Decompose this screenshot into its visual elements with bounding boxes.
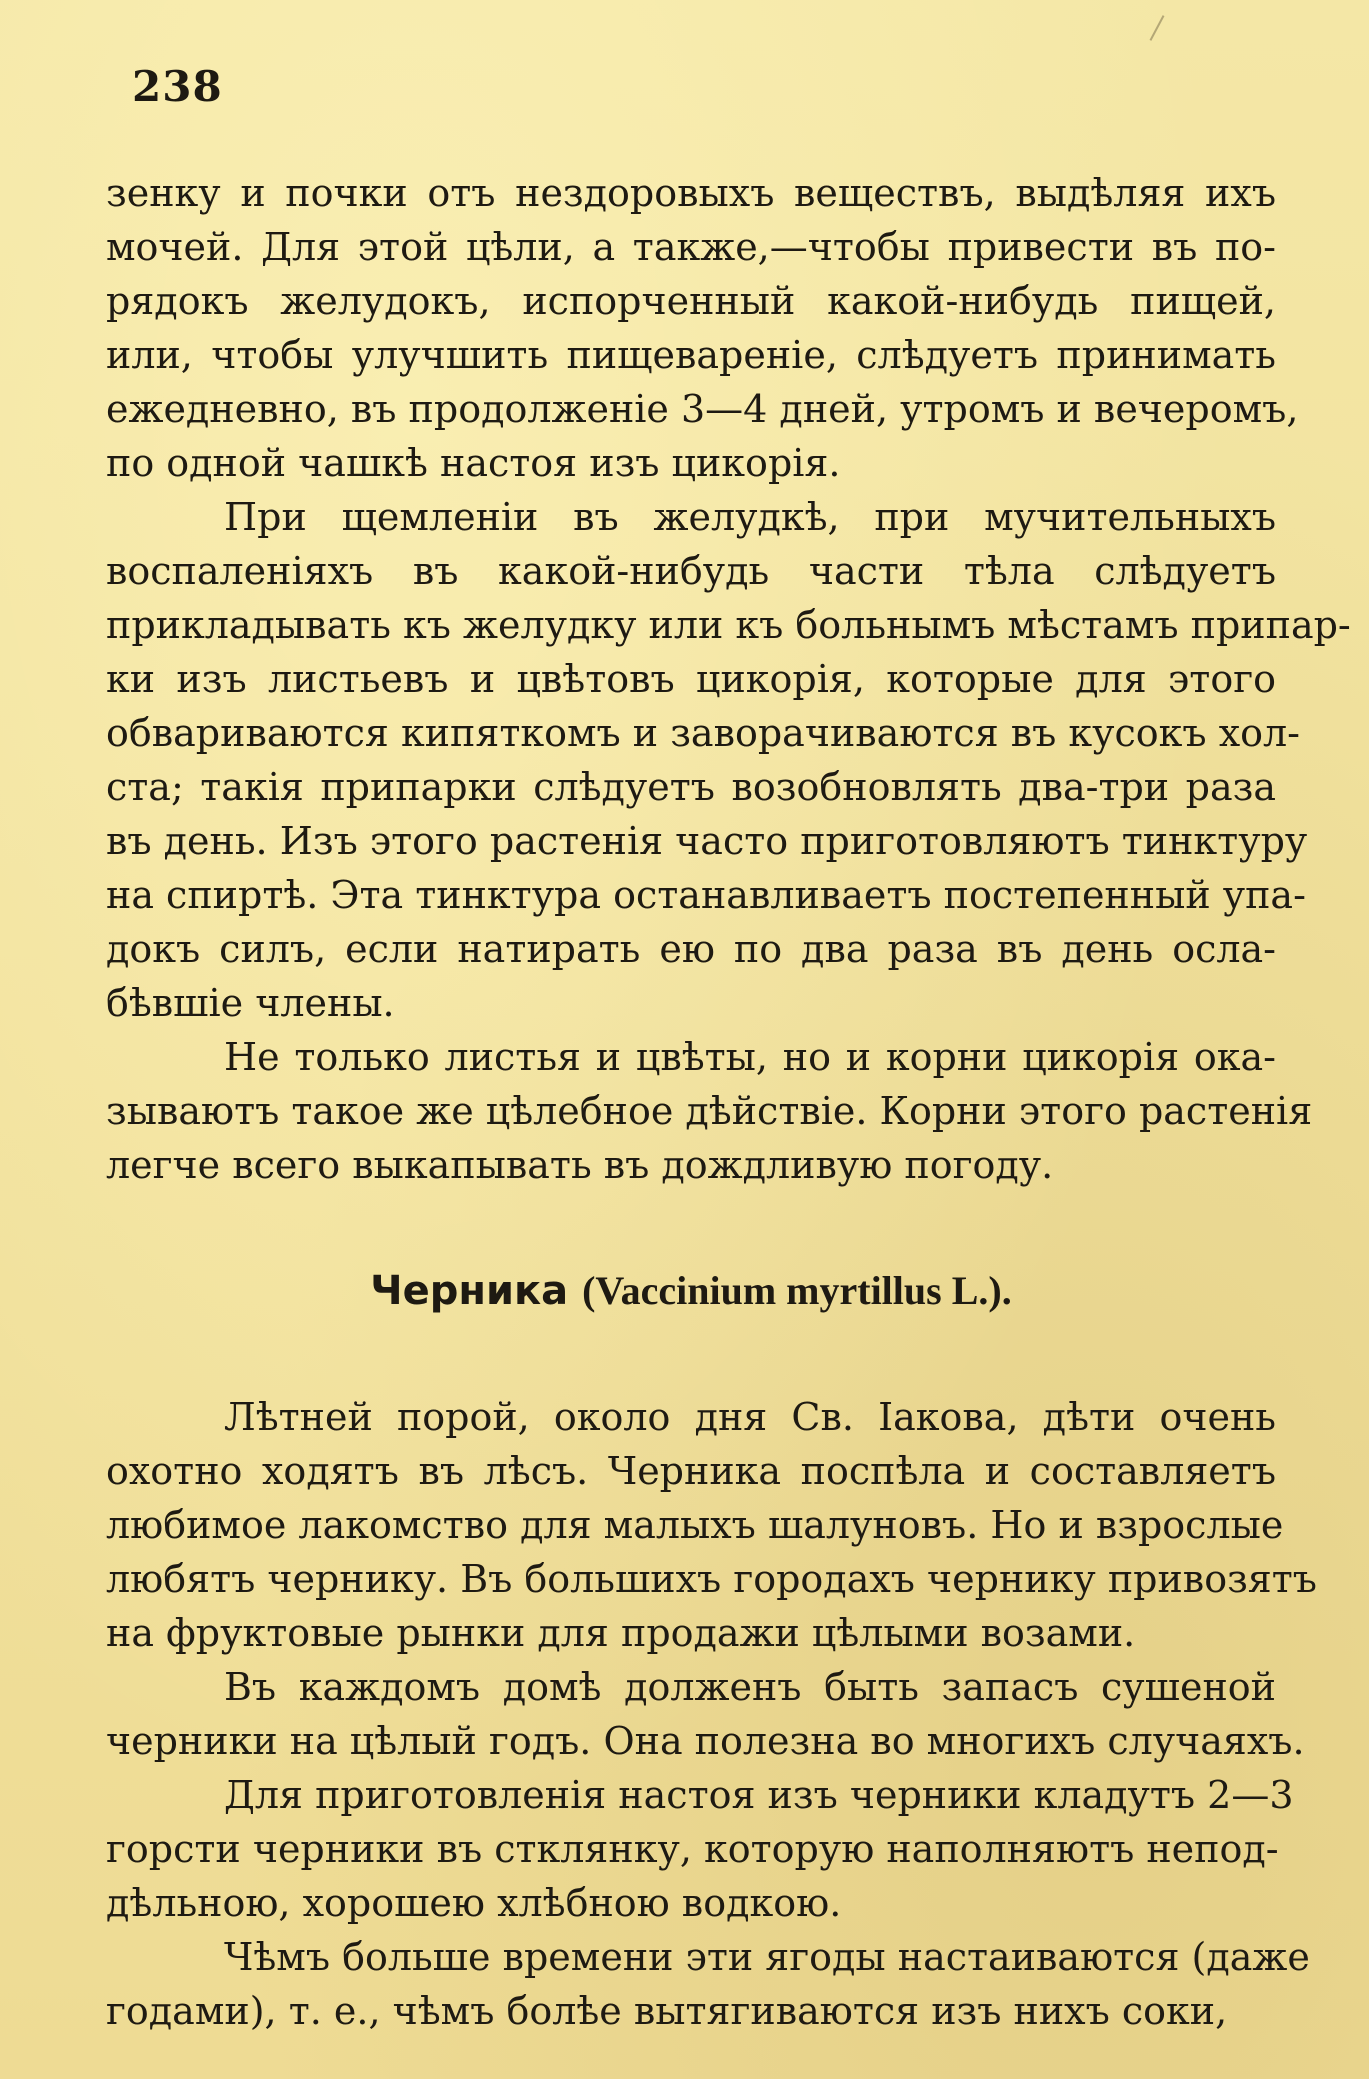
text-line: дѣльною, хорошею хлѣбною водкою. xyxy=(106,1881,842,1925)
text-line: черники на цѣлый годъ. Она полезна во многихъ случаяхъ. xyxy=(106,1719,1305,1763)
text-line: Для приготовленія настоя изъ черники кладутъ 2—3 xyxy=(224,1773,1294,1817)
paragraph xyxy=(106,1930,1310,2038)
paragraph xyxy=(106,166,1299,490)
page-number: 238 xyxy=(132,62,223,111)
section-heading xyxy=(106,1264,1276,1318)
text-line: мочей. Для этой цѣли, а также,—чтобы привести въ по- xyxy=(106,225,1276,269)
text-line: на фруктовые рынки для продажи цѣлыми возами. xyxy=(106,1611,1136,1655)
paragraph xyxy=(106,1660,1305,1768)
margin-mark xyxy=(1150,15,1165,41)
text-line: или, чтобы улучшить пищевареніе, слѣдуетъ принимать xyxy=(106,333,1276,377)
text-line: ежедневно, въ продолженіе 3—4 дней, утромъ и вечеромъ, xyxy=(106,387,1299,431)
text-line: ки изъ листьевъ и цвѣтовъ цикорія, которые для этого xyxy=(106,657,1276,701)
page-body xyxy=(106,166,1351,2038)
text-line: Не только листья и цвѣты, но и корни цикорія ока- xyxy=(224,1035,1276,1079)
chicory-section xyxy=(106,166,1351,1192)
text-line: прикладывать къ желудку или къ больнымъ мѣстамъ припар- xyxy=(106,603,1351,647)
text-line: въ день. Изъ этого растенія часто приготовляютъ тинктуру xyxy=(106,819,1308,863)
text-line: годами), т. е., чѣмъ болѣе вытягиваются изъ нихъ соки, xyxy=(106,1989,1228,2033)
text-line: горсти черники въ стклянку, которую наполняютъ непод- xyxy=(106,1827,1279,1871)
text-line: воспаленіяхъ въ какой-нибудь части тѣла слѣдуетъ xyxy=(106,549,1276,593)
text-line: любятъ чернику. Въ большихъ городахъ чернику привозятъ xyxy=(106,1557,1317,1601)
paragraph xyxy=(106,490,1351,1030)
text-line: зываютъ такое же цѣлебное дѣйствіе. Корни этого растенія xyxy=(106,1089,1313,1133)
text-line: докъ силъ, если натирать ею по два раза въ день осла- xyxy=(106,927,1276,971)
text-line: Въ каждомъ домѣ долженъ быть запасъ сушеной xyxy=(224,1665,1276,1709)
paragraph xyxy=(106,1768,1294,1930)
text-line: охотно ходятъ въ лѣсъ. Черника поспѣла и составляетъ xyxy=(106,1449,1276,1493)
heading-latin: (Vaccinium myrtillus L.). xyxy=(582,1268,1012,1313)
text-line: зенку и почки отъ нездоровыхъ веществъ, выдѣляя ихъ xyxy=(106,171,1276,215)
text-line: обвариваются кипяткомъ и заворачиваются въ кусокъ хол- xyxy=(106,711,1300,755)
text-line: бѣвшіе члены. xyxy=(106,981,395,1025)
text-line: Лѣтней порой, около дня Св. Іакова, дѣти очень xyxy=(224,1395,1276,1439)
text-line: любимое лакомство для малыхъ шалуновъ. Но и взрослые xyxy=(106,1503,1284,1547)
text-line: ста; такія припарки слѣдуетъ возобновлять два-три раза xyxy=(106,765,1276,809)
paragraph xyxy=(106,1030,1313,1192)
text-line: рядокъ желудокъ, испорченный какой-нибудь пищей, xyxy=(106,279,1276,323)
text-line: по одной чашкѣ настоя изъ цикорія. xyxy=(106,441,841,485)
text-line: При щемленіи въ желудкѣ, при мучительныхъ xyxy=(224,495,1276,539)
text-line: легче всего выкапывать въ дождливую погоду. xyxy=(106,1143,1054,1187)
text-line: Чѣмъ больше времени эти ягоды настаиваются (даже xyxy=(224,1935,1310,1979)
blueberry-section xyxy=(106,1390,1317,2038)
text-line: на спиртѣ. Эта тинктура останавливаетъ постепенный упа- xyxy=(106,873,1306,917)
heading-russian: Черника xyxy=(370,1268,569,1314)
paragraph xyxy=(106,1390,1317,1660)
